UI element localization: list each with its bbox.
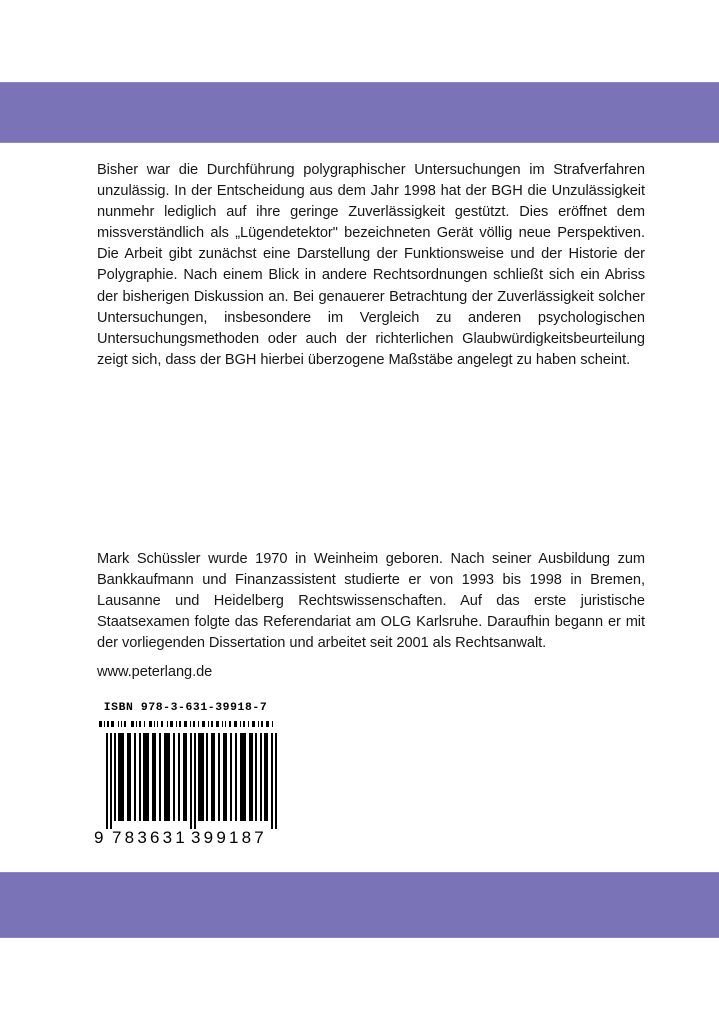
author-bio-text: Mark Schüssler wurde 1970 in Weinheim geboren. Nach seiner Ausbildung zum Bankkaufmann und Finanzassistent studierte er von 1993 bis 1998 in Bremen, Lausanne und Heidelberg Rechtswissenschaften. Auf das erste juristische Staatsexamen folgte das Referendariat am OLG Karlsruhe. Daraufhin begann er mit der vorliegenden Dissertation und arbeitet seit 2001 als Rechtsanwalt. xyxy=(97,551,645,652)
isbn-addon-bars-icon xyxy=(93,721,278,727)
publisher-website[interactable]: www.peterlang.de xyxy=(97,664,213,680)
isbn-number-text: ISBN 978-3-631-39918-7 xyxy=(103,702,268,714)
ean-right-group: 399187 xyxy=(191,828,267,847)
ean13-digits xyxy=(93,828,278,848)
decorative-band-bottom xyxy=(0,872,719,938)
blurb-block xyxy=(97,160,645,371)
isbn-barcode xyxy=(93,702,278,848)
decorative-band-top xyxy=(0,82,719,143)
ean-lead-digit: 9 xyxy=(94,828,104,847)
blurb-text: Bisher war die Durchführung polygraphischer Untersuchungen im Strafverfahren unzulässig. In der Entscheidung aus dem Jahr 1998 hat der BGH die Unzulässigkeit nunmehr lediglich auf ihre geringe Zuverlässigkeit gestützt. Dies eröffnet dem missverständlich als „Lügendetektor" bezeichneten Gerät völlig neue Perspektiven. Die Arbeit gibt zunächst eine Darstellung der Funktionsweise und der Historie der Polygraphie. Nach einem Blick in andere Rechtsordnungen schließt sich ein Abriss der bisherigen Diskussion an. Bei genauerer Betrachtung der Zuverlässigkeit solcher Untersuchungen, insbesondere im Vergleich zu anderen psychologischen Untersuchungsmethoden oder auch der richterlichen Glaubwürdigkeitsbeurteilung zeigt sich, dass der BGH hierbei überzogene Maßstäbe angelegt zu haben scheint. xyxy=(97,162,645,368)
ean13-barcode-icon xyxy=(93,733,278,829)
ean-left-group: 783631 xyxy=(112,828,188,847)
author-bio-block xyxy=(97,549,645,654)
